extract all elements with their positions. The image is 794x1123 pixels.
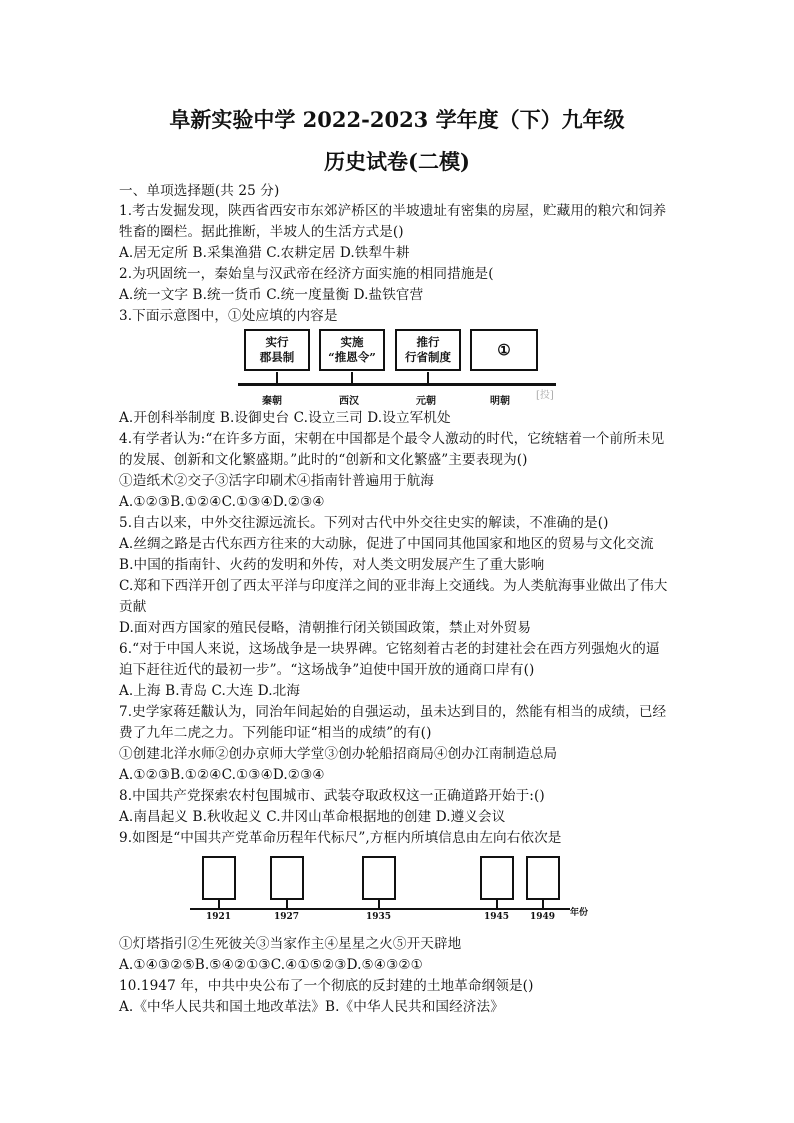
text-line: A.居无定所 B.采集渔猎 C.农耕定居 D.铁犁牛耕 [119, 245, 410, 261]
box-3-line-1: 推行 [416, 335, 440, 349]
timeline-axis [238, 383, 556, 386]
cpc-box-3 [362, 856, 396, 900]
text-line: 贡献 [119, 599, 147, 615]
label-yuan: 元朝 [416, 396, 436, 407]
tick-qin [276, 372, 278, 384]
text-line: 5.自古以来，中外交往源远流长。下列对古代中外交往史实的解读，不准确的是() [119, 515, 609, 531]
cpc-stem-5 [542, 900, 544, 908]
year-1935: 1935 [366, 912, 392, 922]
tick-xihan [351, 372, 353, 384]
axis-unit-label: 年份 [570, 908, 589, 918]
box-1-line-2: 郡县制 [259, 350, 295, 364]
text-line: ①灯塔指引②生死彼关③当家作主④星星之火⑤开天辟地 [119, 936, 462, 952]
year-1927: 1927 [274, 912, 300, 922]
cpc-stem-2 [286, 900, 288, 908]
timeline-box-3 [395, 329, 461, 371]
cpc-axis [190, 908, 570, 910]
text-line: 2.为巩固统一，秦始皇与汉武帝在经济方面实施的相同措施是( [119, 266, 494, 282]
text-line: A.南昌起义 B.秋收起义 C.井冈山革命根据地的创建 D.遵义会议 [119, 809, 506, 825]
text-line: 6.“对于中国人来说，这场战争是一块界碑。它铭刻着古老的封建社会在西方列强炮火的逼 [119, 641, 660, 657]
timeline-box-4 [470, 329, 538, 371]
text-line: ①创建北洋水师②创办京师大学堂③创办轮船招商局④创办江南制造总局 [119, 746, 558, 762]
page-title: 阜新实验中学 2022-2023 学年度（下）九年级 [169, 107, 625, 132]
box-2-line-2: “推恩令” [328, 350, 376, 364]
page-subtitle: 历史试卷(二模) [324, 149, 470, 174]
text-line: A.①④③②⑤B.⑤④②①③C.④①⑤②③D.⑤④③②① [119, 957, 423, 973]
text-line: 1.考古发掘发现，陕西省西安市东郊浐桥区的半坡遗址有密集的房屋，贮藏用的粮穴和饲养 [119, 203, 667, 219]
text-line: 8.中国共产党探索农村包围城市、武装夺取政权这一正确道路开始于:() [119, 788, 545, 804]
text-line: 迫下赶往近代的最初一步”。“这场战争”迫使中国开放的通商口岸有() [119, 662, 535, 678]
timeline-box-1 [244, 329, 310, 371]
cpc-box-1 [202, 856, 236, 900]
label-qin: 秦朝 [262, 396, 282, 407]
text-line: B.中国的指南针、火药的发明和外传，对人类文明发展产生了重大影响 [119, 557, 545, 573]
cpc-box-2 [270, 856, 304, 900]
text-line: A.上海 B.青岛 C.大连 D.北海 [119, 683, 301, 699]
text-line: A.丝绸之路是古代东西方往来的大动脉，促进了中国同其他国家和地区的贸易与文化交流 [119, 536, 654, 552]
text-line: 10.1947 年，中共中央公布了一个彻底的反封建的土地革命纲领是() [119, 978, 534, 994]
text-line: 的发展、创新和文化繁盛期。”此时的“创新和文化繁盛”主要表现为() [119, 452, 528, 468]
label-ming: 明朝 [490, 396, 510, 407]
text-line: C.郑和下西洋开创了西太平洋与印度洋之间的亚非海上交通线。为人类航海事业做出了伟大 [119, 578, 668, 594]
text-line: A.①②③B.①②④C.①③④D.②③④ [119, 494, 325, 510]
label-xihan: 西汉 [339, 396, 359, 407]
text-line: A.开创科举制度 B.设御史台 C.设立三司 D.设立军机处 [119, 410, 451, 426]
year-1921: 1921 [206, 912, 232, 922]
cpc-stem-1 [218, 900, 220, 908]
timeline-box-2 [319, 329, 385, 371]
text-line: A.《中华人民共和国土地改革法》B.《中华人民共和国经济法》 [119, 999, 504, 1015]
text-line: 费了九年二虎之力。下列能印证“相当的成绩”的有() [119, 725, 432, 741]
box-4-label: ① [497, 340, 511, 359]
text-line: 7.史学家蒋廷黻认为，同治年间起始的自强运动，虽未达到目的，然能有相当的成绩，已经 [119, 704, 667, 720]
tick-yuan [427, 372, 429, 384]
text-line: A.①②③B.①②④C.①③④D.②③④ [119, 767, 325, 783]
text-line: ①造纸术②交子③活字印刷术④指南针普遍用于航海 [119, 473, 434, 489]
text-line: 3.下面示意图中，①处应填的内容是 [119, 308, 338, 324]
cpc-stem-4 [496, 900, 498, 908]
text-line: 一、单项选择题(共 25 分) [119, 183, 280, 199]
cpc-box-5 [526, 856, 560, 900]
cpc-box-4 [480, 856, 514, 900]
year-1945: 1945 [484, 912, 510, 922]
text-line: 9.如图是“中国共产党革命历程年代标尺”,方框内所填信息由左向右依次是 [119, 830, 562, 846]
cpc-timeline-figure [190, 852, 600, 924]
text-line: A.统一文字 B.统一货币 C.统一度量衡 D.盐铁官营 [119, 287, 424, 303]
faint-watermark-text: [投] [536, 390, 554, 401]
policy-timeline-figure [238, 326, 558, 408]
box-2-line-1: 实施 [340, 335, 364, 349]
box-1-line-1: 实行 [265, 335, 289, 349]
text-line: 牲畜的圈栏。据此推断，半坡人的生活方式是() [119, 224, 404, 240]
text-line: 4.有学者认为:“在许多方面，宋朝在中国都是个最令人激动的时代，它统辖着一个前所未见 [119, 431, 665, 447]
box-3-line-2: 行省制度 [405, 350, 451, 364]
year-1949: 1949 [530, 912, 556, 922]
cpc-stem-3 [378, 900, 380, 908]
text-line: D.面对西方国家的殖民侵略，清朝推行闭关锁国政策，禁止对外贸易 [119, 620, 532, 636]
